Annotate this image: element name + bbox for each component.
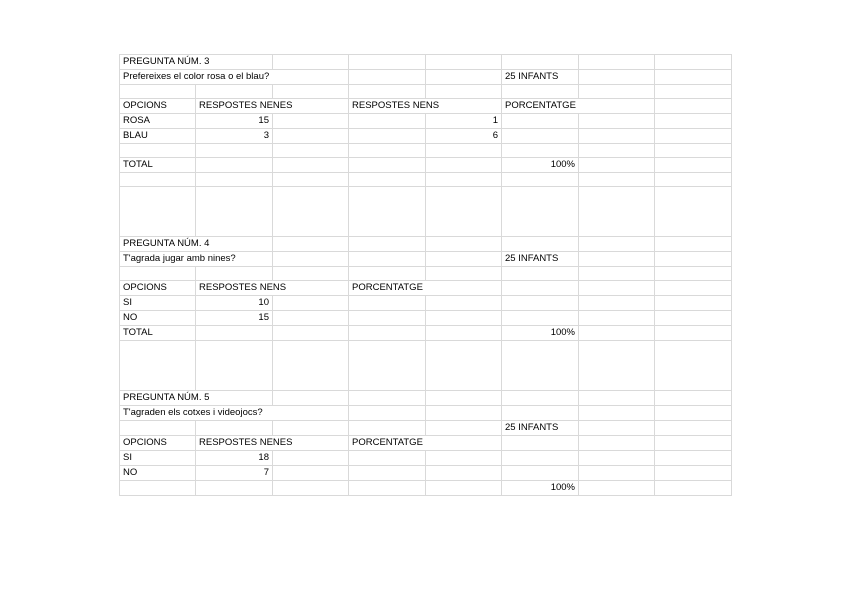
- question-title[interactable]: PREGUNTA NÚM. 3: [120, 55, 273, 70]
- value-cell[interactable]: 15: [196, 114, 273, 129]
- header-row: [120, 436, 732, 451]
- value-cell[interactable]: 1: [426, 114, 502, 129]
- header-cell[interactable]: RESPOSTES NENES: [196, 436, 349, 451]
- option-cell[interactable]: SI: [120, 451, 196, 466]
- header-cell[interactable]: RESPOSTES NENS: [196, 281, 349, 296]
- question-prompt[interactable]: T'agraden els cotxes i videojocs?: [120, 406, 349, 421]
- total-percentage[interactable]: 100%: [502, 158, 579, 173]
- row: [120, 173, 732, 187]
- row: [120, 70, 732, 85]
- option-cell[interactable]: NO: [120, 466, 196, 481]
- spreadsheet-grid: [119, 54, 732, 496]
- row: [120, 267, 732, 281]
- table-row: [120, 451, 732, 466]
- option-cell[interactable]: ROSA: [120, 114, 196, 129]
- total-row: [120, 481, 732, 496]
- row: [120, 55, 732, 70]
- total-label[interactable]: TOTAL: [120, 326, 196, 341]
- total-label[interactable]: TOTAL: [120, 158, 196, 173]
- header-row: [120, 281, 732, 296]
- header-cell[interactable]: OPCIONS: [120, 436, 196, 451]
- row: [120, 187, 732, 237]
- header-cell[interactable]: OPCIONS: [120, 281, 196, 296]
- header-cell[interactable]: OPCIONS: [120, 99, 196, 114]
- value-cell[interactable]: 7: [196, 466, 273, 481]
- total-percentage[interactable]: 100%: [502, 326, 579, 341]
- option-cell[interactable]: SI: [120, 296, 196, 311]
- value-cell[interactable]: 18: [196, 451, 273, 466]
- children-count[interactable]: 25 INFANTS: [502, 70, 579, 85]
- value-cell[interactable]: 6: [426, 129, 502, 144]
- option-cell[interactable]: BLAU: [120, 129, 196, 144]
- row: [120, 85, 732, 99]
- total-percentage[interactable]: 100%: [502, 481, 579, 496]
- question-prompt[interactable]: Prefereixes el color rosa o el blau?: [120, 70, 349, 85]
- table-row: [120, 114, 732, 129]
- header-cell[interactable]: PORCENTATGE: [349, 436, 502, 451]
- children-count[interactable]: 25 INFANTS: [502, 421, 579, 436]
- value-cell[interactable]: 15: [196, 311, 273, 326]
- row: [120, 252, 732, 267]
- question-title[interactable]: PREGUNTA NÚM. 5: [120, 391, 273, 406]
- question-prompt[interactable]: T'agrada jugar amb nines?: [120, 252, 273, 267]
- total-row: [120, 326, 732, 341]
- total-row: [120, 158, 732, 173]
- header-cell[interactable]: RESPOSTES NENES: [196, 99, 349, 114]
- row: [120, 237, 732, 252]
- value-cell[interactable]: 10: [196, 296, 273, 311]
- value-cell[interactable]: 3: [196, 129, 273, 144]
- question-title[interactable]: PREGUNTA NÚM. 4: [120, 237, 273, 252]
- table-row: [120, 311, 732, 326]
- row: [120, 391, 732, 406]
- table-row: [120, 129, 732, 144]
- header-row: [120, 99, 732, 114]
- row: [120, 406, 732, 421]
- row: [120, 144, 732, 158]
- header-cell[interactable]: RESPOSTES NENS: [349, 99, 502, 114]
- row: [120, 341, 732, 391]
- option-cell[interactable]: NO: [120, 311, 196, 326]
- header-cell[interactable]: PORCENTATGE: [502, 99, 655, 114]
- table-row: [120, 296, 732, 311]
- table-row: [120, 466, 732, 481]
- row: [120, 421, 732, 436]
- header-cell[interactable]: PORCENTATGE: [349, 281, 502, 296]
- children-count[interactable]: 25 INFANTS: [502, 252, 579, 267]
